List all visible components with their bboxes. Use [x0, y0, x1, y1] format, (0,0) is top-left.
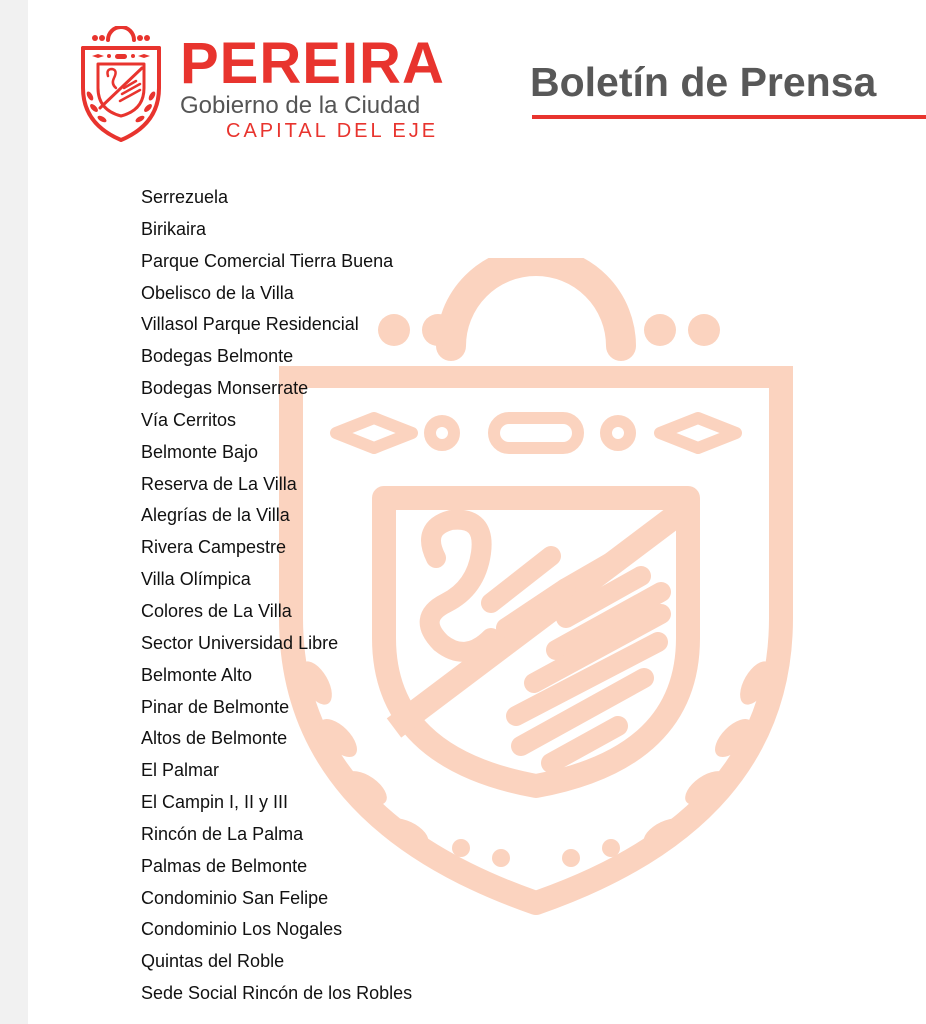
pereira-shield-icon — [78, 26, 164, 144]
list-item: Villa Olímpica — [141, 569, 251, 590]
logo-city-name: PEREIRA — [180, 31, 445, 96]
list-item: Belmonte Bajo — [141, 441, 259, 462]
list-item: Belmonte Alto — [141, 664, 253, 685]
list-item: Vía Cerritos — [141, 409, 237, 430]
logo-capital-line: CAPITAL DEL EJE — [226, 120, 439, 142]
list-item: Quintas del Roble — [141, 951, 285, 972]
list-item: Altos de Belmonte — [141, 728, 288, 749]
title-underline — [532, 115, 926, 119]
list-item: El Palmar — [141, 760, 220, 781]
press-release-page — [28, 0, 926, 1024]
list-item: Colores de La Villa — [141, 600, 292, 621]
list-item: Sede Social Rincón de los Robles — [141, 983, 413, 1004]
list-item: Reserva de La Villa — [141, 473, 297, 494]
list-item: Villasol Parque Residencial — [141, 314, 359, 335]
logo-government-line: Gobierno de la Ciudad — [180, 92, 421, 119]
list-item: Rivera Campestre — [141, 537, 287, 558]
bulletin-title: Boletín de Prensa — [530, 59, 877, 105]
list-item: El Campin I, II y III — [141, 792, 289, 813]
list-item: Alegrías de la Villa — [141, 505, 290, 526]
list-item: Condominio Los Nogales — [141, 919, 343, 940]
list-item: Condominio San Felipe — [141, 887, 329, 908]
list-item: Palmas de Belmonte — [141, 855, 308, 876]
list-item: Birikaira — [141, 218, 207, 239]
list-item: Bodegas Belmonte — [141, 346, 294, 367]
list-item: Obelisco de la Villa — [141, 282, 294, 303]
list-item: Bodegas Monserrate — [141, 378, 309, 399]
neighborhood-list — [141, 182, 412, 1010]
list-item: Serrezuela — [141, 187, 229, 207]
list-item: Parque Comercial Tierra Buena — [141, 250, 394, 271]
list-item: Sector Universidad Libre — [141, 632, 339, 653]
list-item: Rincón de La Palma — [141, 823, 304, 844]
list-item: Pinar de Belmonte — [141, 696, 290, 717]
